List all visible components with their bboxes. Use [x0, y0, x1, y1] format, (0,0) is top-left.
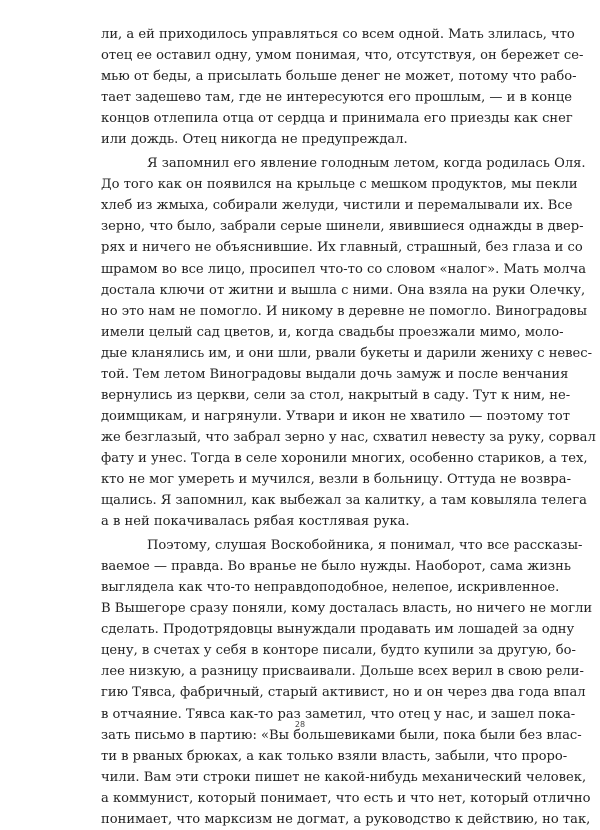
text-line: цену, в счетах у себя в конторе писали, будто купили за другую, бо-: [101, 643, 576, 659]
text-line: тает задешево там, где не интересуются его прошлым, — и в конце: [101, 90, 573, 106]
text-line: Поэтому, слушая Воскобойника, я понимал, что все рассказы-: [147, 538, 583, 554]
text-line: До того как он появился на крыльце с мешком продуктов, мы пекли: [101, 177, 578, 193]
text-line: зерно, что было, забрали серые шинели, явившиеся однажды в двер-: [101, 219, 584, 235]
text-line: выглядела как что-то неправдоподобное, нелепое, искривленное.: [101, 580, 560, 596]
text-line: в отчаяние. Тявса как-то раз заметил, что отец у нас, и зашел пока-: [101, 706, 576, 722]
text-line: или дождь. Отец никогда не предупреждал.: [101, 132, 408, 148]
text-line: гию Тявса, фабричный, старый активист, но и он через два года впал: [101, 685, 586, 701]
paragraph: [101, 153, 596, 532]
text-line: рях и ничего не объяснившие. Их главный, страшный, без глаза и со: [101, 240, 583, 256]
text-line: дые кланялись им, и они шли, рвали букеты и дарили жениху с невес-: [101, 345, 593, 361]
text-line: Я запомнил его явление голодным летом, когда родилась Оля.: [147, 156, 586, 172]
text-line: имели целый сад цветов, и, когда свадьбы проезжали мимо, моло-: [101, 324, 564, 340]
body-text: [101, 24, 596, 830]
text-line: ваемое — правда. Во вранье не было нужды. Наоборот, сама жизнь: [101, 559, 571, 575]
paragraph: [101, 535, 593, 830]
page-number: 28: [294, 720, 306, 729]
text-line: а в ней покачивалась рябая костлявая рука.: [101, 514, 410, 530]
text-line: отец ее оставил одну, умом понимая, что, отсутствуя, он бережет се-: [101, 48, 584, 64]
text-line: а коммунист, который понимает, что есть и что нет, который отлично: [101, 790, 591, 806]
text-line: фату и унес. Тогда в селе хоронили многих, особенно стариков, а тех,: [101, 450, 588, 466]
text-line: концов отлепила отца от сердца и принимала его приезды как снег: [101, 111, 573, 127]
text-line: понимает, что марксизм не догмат, а руководство к действию, но так,: [101, 811, 591, 827]
text-line: ли, а ей приходилось управляться со всем одной. Мать злилась, что: [101, 27, 575, 42]
text-line: чили. Вам эти строки пишет не какой-нибудь механический человек,: [101, 769, 587, 785]
text-line: лее низкую, а разницу присваивали. Дольше всех верил в свою рели-: [101, 664, 584, 680]
text-line: доимщикам, и нагрянули. Утвари и икон не хватило — поэтому тот: [101, 408, 570, 424]
text-line: щались. Я запомнил, как выбежал за калитку, а там ковыляла телега: [101, 493, 587, 509]
text-line: шрамом во все лицо, просипел что-то со словом «налог». Мать молча: [101, 261, 587, 277]
text-line: вернулись из церкви, сели за стол, накрытый в саду. Тут к ним, не-: [101, 387, 571, 403]
paragraph: [101, 24, 584, 150]
text-line: но это нам не помогло. И никому в деревне не помогло. Виноградовы: [101, 303, 588, 319]
text-line: той. Тем летом Виноградовы выдали дочь замуж и после венчания: [101, 366, 569, 382]
text-line: ти в рваных брюках, а как только взяли власть, забыли, что проро-: [101, 748, 568, 764]
text-line: сделать. Продотрядовцы вынуждали продавать им лошадей за одну: [101, 622, 575, 638]
text-line: же безглазый, что забрал зерно у нас, схватил невесту за руку, сорвал: [101, 429, 596, 445]
text-line: зать письмо в партию: «Вы большевиками были, пока были без влас-: [101, 727, 582, 743]
text-line: достала ключи от житни и вышла с ними. Она взяла на руки Олечку,: [101, 282, 586, 298]
text-line: кто не мог умереть и мучился, везли в больницу. Оттуда не возвра-: [101, 471, 571, 487]
text-line: мью от беды, а присылать больше денег не может, потому что рабо-: [101, 69, 577, 85]
text-line: хлеб из жмыха, собирали желуди, чистили и перемалывали их. Все: [101, 198, 573, 214]
text-line: В Вышегоре сразу поняли, кому досталась власть, но ничего не могли: [101, 601, 593, 617]
